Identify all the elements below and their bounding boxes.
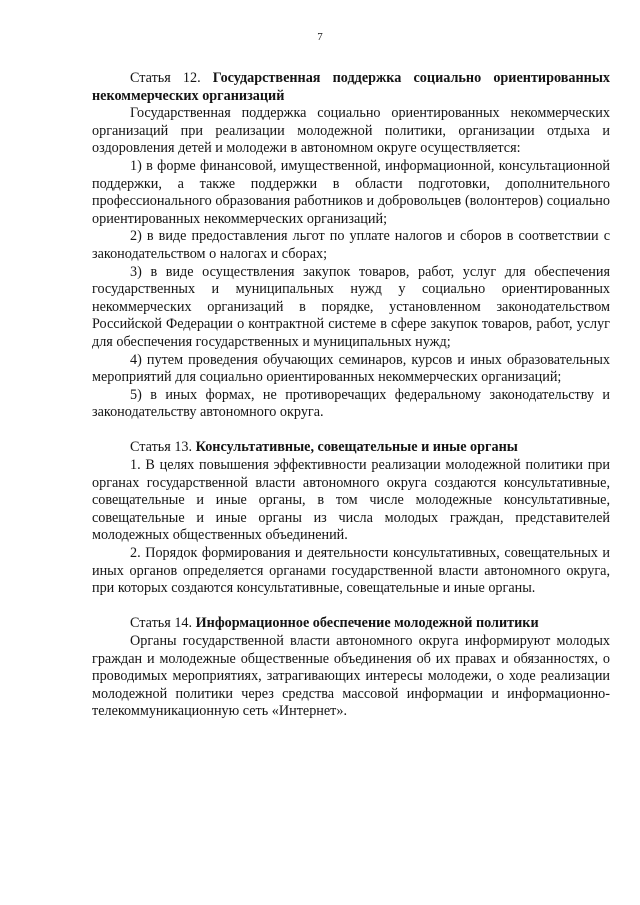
paragraph: 5) в иных формах, не противоречащих федеральному законодательству и законодательству автономного округа. [92, 386, 610, 421]
article-heading [92, 70, 610, 105]
paragraph: 2. Порядок формирования и деятельности консультативных, совещательных и иных органов определяется органами государственной власти автономного округа, при которых создаются консультативные, совещательные и иные органы. [92, 545, 610, 597]
article-heading [92, 439, 610, 457]
article-title: Консультативные, совещательные и иные органы [195, 439, 518, 456]
article-label: Статья 12. [130, 70, 201, 86]
paragraph: 3) в виде осуществления закупок товаров, работ, услуг для обеспечения государственных и муниципальных нужд у социально ориентированных некоммерческих организаций в порядке, установленном законодательством Российской Федерации о контрактной системе в сфере закупок товаров, работ, услуг для обеспечения государственных и муниципальных нужд; [92, 263, 610, 350]
article-12 [92, 70, 610, 422]
article-title: Государственная поддержка социально ориентированных некоммерческих организаций [92, 70, 611, 104]
paragraph: Государственная поддержка социально ориентированных некоммерческих организаций при реализации молодежной политики, организации отдыха и оздоровления детей и молодежи в автономном округе осуществляется: [92, 105, 610, 157]
article-13 [92, 439, 610, 597]
paragraph: 2) в виде предоставления льгот по уплате налогов и сборов в соответствии с законодательством о налогах и сборах; [92, 228, 610, 262]
paragraph: 4) путем проведения обучающих семинаров, курсов и иных образовательных мероприятий для социально ориентированных некоммерческих организаций; [92, 351, 610, 386]
paragraph: 1) в форме финансовой, имущественной, информационной, консультационной поддержки, а также поддержки в области подготовки, дополнительного профессионального образования работников и добровольцев (волонтеров) социально ориентированных некоммерческих организаций; [92, 157, 610, 227]
document-body [92, 70, 610, 721]
article-label: Статья 14. [130, 615, 193, 632]
paragraph: Органы государственной власти автономного округа информируют молодых граждан и молодежные общественные объединения об их правах и обязанностях, о проводимых мероприятиях, затрагивающих интересы молодежи, о ходе реализации молодежной политики через средства массовой информации и информационно-телекоммуникационную сеть «Интернет». [92, 633, 610, 720]
paragraph: 1. В целях повышения эффективности реализации молодежной политики при органах государственной власти автономного округа создаются консультативные, совещательные и иные органы, в том числе молодежные консультативные, совещательные и иные органы из числа молодых граждан, представителей молодежных общественных объединений. [92, 457, 610, 544]
article-title: Информационное обеспечение молодежной политики [195, 615, 539, 632]
page-number: 7 [317, 31, 323, 43]
article-14 [92, 615, 610, 721]
article-heading [92, 615, 610, 633]
article-label: Статья 13. [130, 439, 193, 456]
